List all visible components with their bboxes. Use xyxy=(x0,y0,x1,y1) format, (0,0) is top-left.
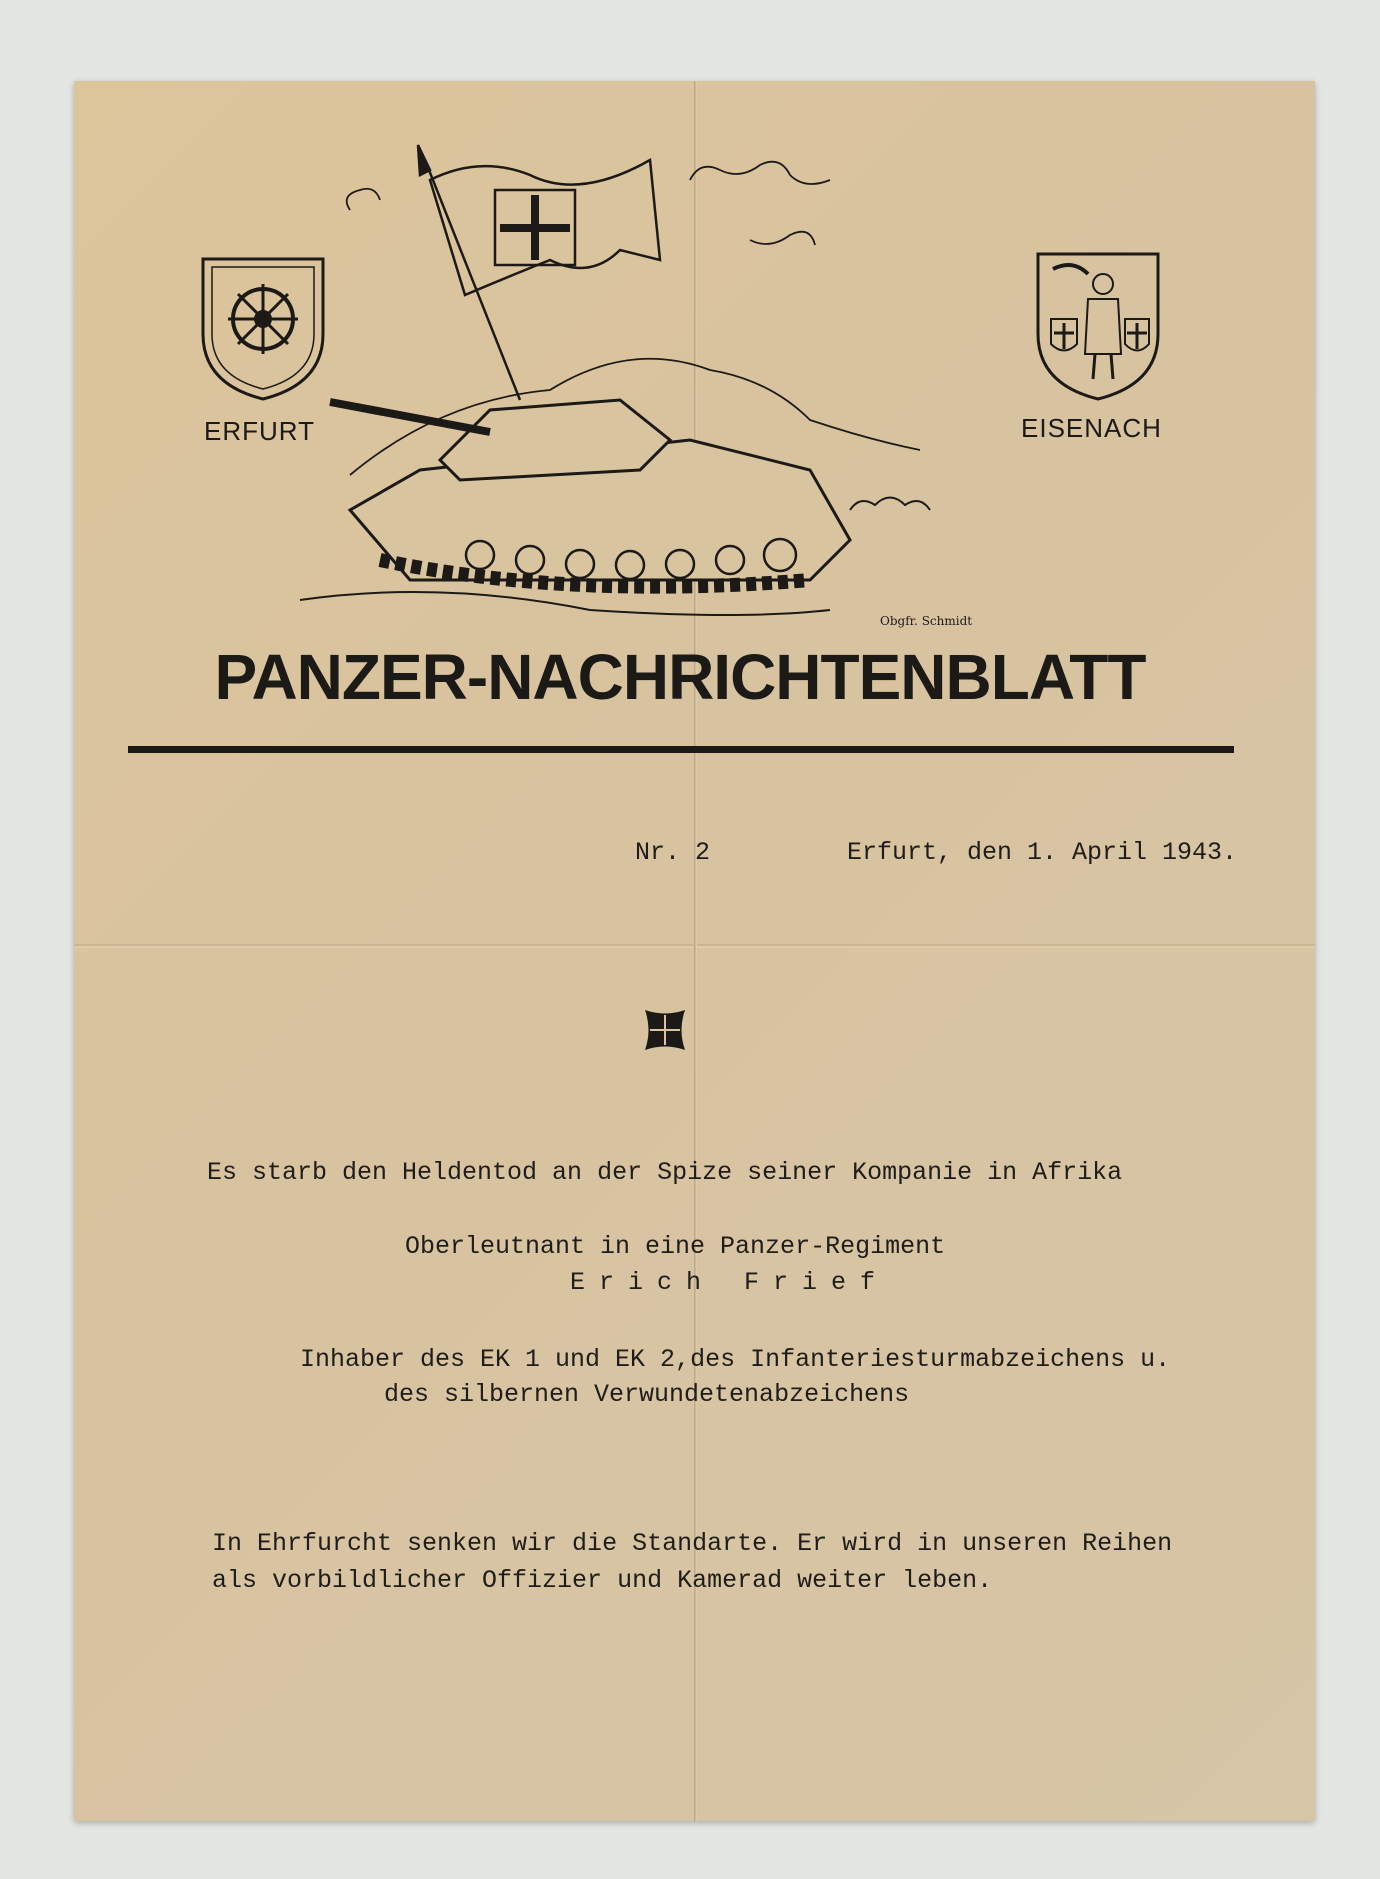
iron-cross-icon xyxy=(640,1005,690,1055)
closing-line-1: In Ehrfurcht senken wir die Standarte. Er wird in unseren Reihen xyxy=(212,1529,1173,1558)
title-rule xyxy=(128,746,1234,753)
newsletter-title: PANZER-NACHRICHTENBLATT xyxy=(214,641,1146,713)
flag-and-tank-illustration xyxy=(290,140,1010,630)
erfurt-label: ERFURT xyxy=(204,416,315,446)
awards-line-2: des silbernen Verwundetenabzeichens xyxy=(384,1380,910,1409)
dateline: Erfurt, den 1. April 1943. xyxy=(847,838,1238,867)
closing-line-2: als vorbildlicher Offizier und Kamerad weiter leben. xyxy=(212,1566,993,1595)
fallen-name: Erich Frief xyxy=(570,1268,890,1297)
death-notice-line: Es starb den Heldentod an der Spize seiner Kompanie in Afrika xyxy=(207,1158,1123,1187)
eisenach-label: EISENACH xyxy=(1021,413,1162,443)
eisenach-crest-icon xyxy=(1033,249,1163,404)
awards-line-1: Inhaber des EK 1 und EK 2,des Infanteriesturmabzeichens u. xyxy=(300,1345,1171,1374)
issue-number: Nr. 2 xyxy=(635,838,711,867)
artist-signature: Obgfr. Schmidt xyxy=(880,614,973,628)
rank-line: Oberleutnant in eine Panzer-Regiment xyxy=(405,1232,946,1261)
